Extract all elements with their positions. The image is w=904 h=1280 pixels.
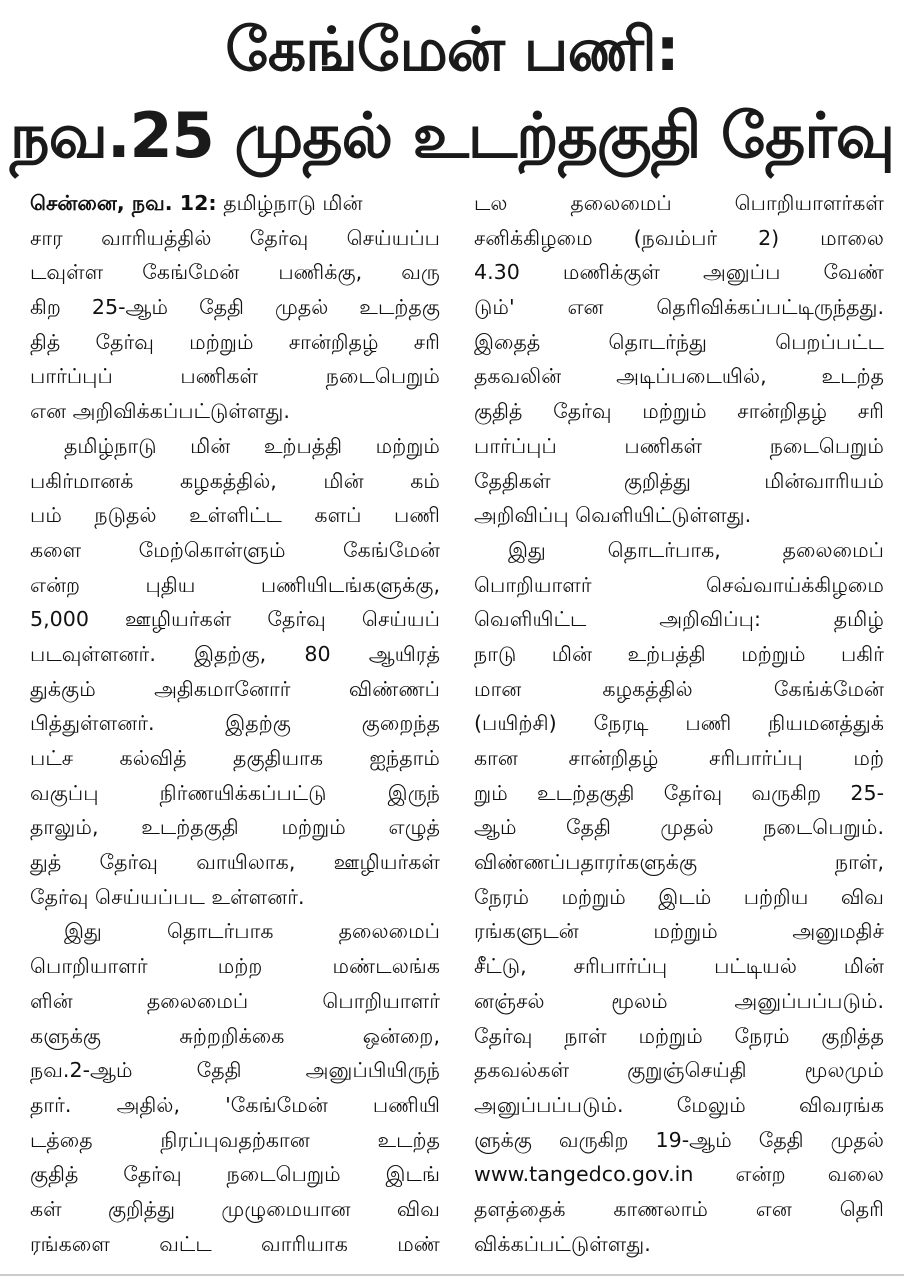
article-line: தாலும், உடற்தகுதி மற்றும் எழுத்	[30, 815, 440, 840]
article-line: துத் தேர்வு வாயிலாக, ஊழியர்கள்	[30, 850, 440, 875]
article-line: தமிழ்நாடு மின் உற்பத்தி மற்றும்	[64, 433, 440, 458]
article-line: ளின் தலைமைப் பொறியாளர்	[30, 988, 440, 1013]
article-line: தேதிகள் குறித்து மின்வாரியம்	[474, 468, 884, 493]
article-line: வெளியிட்ட அறிவிப்பு: தமிழ்	[474, 607, 884, 632]
dateline: சென்னை, நவ. 12:	[30, 191, 217, 215]
article-line: டல தலைமைப் பொறியாளர்கள்	[474, 191, 884, 215]
article-line: என்ற புதிய பணியிடங்களுக்கு,	[30, 572, 440, 597]
article-line: 5,000 ஊழியர்கள் தேர்வு செய்யப்	[30, 607, 440, 632]
article-line: கிற 25-ஆம் தேதி முதல் உடற்தகு	[30, 295, 440, 320]
article-column-right	[474, 186, 884, 1261]
article-line: றும் உடற்தகுதி தேர்வு வருகிற 25-	[474, 780, 884, 805]
article-line: களுக்கு சுற்றறிக்கை ஒன்றை,	[30, 1023, 440, 1048]
article-line: பொறியாளர் மற்ற மண்டலங்க	[30, 954, 440, 979]
article-line: இதைத் தொடர்ந்து பெறப்பட்ட	[474, 329, 884, 354]
article-line: ரங்களை வட்ட வாரியாக மண்	[30, 1231, 440, 1256]
article-text: தமிழ்நாடு மின்	[216, 191, 363, 215]
article-line: மான கழகத்தில் கேங்க்மேன்	[474, 676, 884, 701]
headline	[0, 10, 904, 178]
article-line: பொறியாளர் செவ்வாய்க்கிழமை	[474, 572, 884, 597]
article-line: பித்துள்ளனர். இதற்கு குறைந்த	[30, 711, 440, 736]
article-line: தார். அதில், 'கேங்மேன் பணியி	[30, 1092, 440, 1117]
article-line: னஞ்சல் மூலம் அனுப்பப்படும்.	[474, 988, 884, 1013]
article-line: நவ.2-ஆம் தேதி அனுப்பியிருந்	[30, 1058, 440, 1083]
article-line: விண்ணப்பதாரர்களுக்கு நாள்,	[474, 850, 884, 875]
article-line: (பயிற்சி) நேரடி பணி நியமனத்துக்	[474, 711, 884, 736]
article-line: www.tangedco.gov.in என்ற வலை	[474, 1162, 884, 1187]
article-line: ரங்களுடன் மற்றும் அனுமதிச்	[474, 919, 884, 944]
article-line: குதித் தேர்வு மற்றும் சான்றிதழ் சரி	[474, 399, 884, 424]
article-column-left	[30, 186, 440, 1261]
article-line: ளுக்கு வருகிற 19-ஆம் தேதி முதல்	[474, 1127, 884, 1152]
article-line: சனிக்கிழமை (நவம்பர் 2) மாலை	[474, 225, 884, 250]
headline-line-1: கேங்மேன் பணி:	[225, 15, 679, 85]
article-line: களை மேற்கொள்ளும் கேங்மேன்	[30, 537, 440, 562]
article-line: டத்தை நிரப்புவதற்கான உடற்த	[30, 1127, 440, 1152]
article-line: சார வாரியத்தில் தேர்வு செய்யப்ப	[30, 225, 440, 250]
article-line: கள் குறித்து முழுமையான விவ	[30, 1196, 440, 1221]
article-line: வகுப்பு நிர்ணயிக்கப்பட்டு இருந்	[30, 780, 440, 805]
article-line: சீட்டு, சரிபார்ப்பு பட்டியல் மின்	[474, 954, 884, 979]
article-line: விக்கப்பட்டுள்ளது.	[474, 1231, 651, 1256]
article-line: அனுப்பப்படும். மேலும் விவரங்க	[474, 1092, 884, 1117]
article-line: கான சான்றிதழ் சரிபார்ப்பு மற்	[474, 746, 884, 770]
article-line: ஆம் தேதி முதல் நடைபெறும்.	[474, 815, 884, 840]
article-line: பார்ப்புப் பணிகள் நடைபெறும்	[474, 433, 884, 458]
article-line: பட்ச கல்வித் தகுதியாக ஐந்தாம்	[30, 746, 440, 770]
article-line: டும்' என தெரிவிக்கப்பட்டிருந்தது.	[474, 295, 884, 320]
article-line: இது தொடர்பாக தலைமைப்	[64, 919, 440, 944]
article-line: தித் தேர்வு மற்றும் சான்றிதழ் சரி	[30, 329, 440, 354]
article-line: படவுள்ளனர். இதற்கு, 80 ஆயிரத்	[30, 641, 440, 666]
article-line: 4.30 மணிக்குள் அனுப்ப வேண்	[474, 260, 884, 285]
article-line: நாடு மின் உற்பத்தி மற்றும் பகிர்	[474, 641, 884, 666]
article-line: என அறிவிக்கப்பட்டுள்ளது.	[30, 399, 290, 424]
article-line	[30, 186, 440, 221]
article-line: பகிர்மானக் கழகத்தில், மின் கம்	[30, 468, 440, 493]
article-line: அறிவிப்பு வெளியிட்டுள்ளது.	[474, 503, 752, 528]
article-line: தேர்வு நாள் மற்றும் நேரம் குறித்த	[474, 1023, 884, 1048]
headline-line-2: நவ.25 முதல் உடற்தகுதி தேர்வு	[9, 99, 895, 172]
article-line: குதித் தேர்வு நடைபெறும் இடங்	[30, 1162, 440, 1187]
article-line: தேர்வு செய்யப்பட உள்ளனர்.	[30, 884, 305, 909]
article-line: தகவல்கள் குறுஞ்செய்தி மூலமும்	[474, 1058, 884, 1083]
article-line: துக்கும் அதிகமானோர் விண்ணப்	[30, 676, 440, 701]
bottom-divider	[0, 1274, 904, 1276]
article-line: தகவலின் அடிப்படையில், உடற்த	[474, 364, 884, 389]
article-line: நேரம் மற்றும் இடம் பற்றிய விவ	[474, 884, 884, 909]
article-line: இது தொடர்பாக, தலைமைப்	[508, 537, 884, 562]
article-line: பம் நடுதல் உள்ளிட்ட களப் பணி	[30, 503, 440, 528]
article-line: டவுள்ள கேங்மேன் பணிக்கு, வரு	[30, 260, 440, 285]
article-line: பார்ப்புப் பணிகள் நடைபெறும்	[30, 364, 440, 389]
article-line: தளத்தைக் காணலாம் என தெரி	[474, 1196, 884, 1221]
